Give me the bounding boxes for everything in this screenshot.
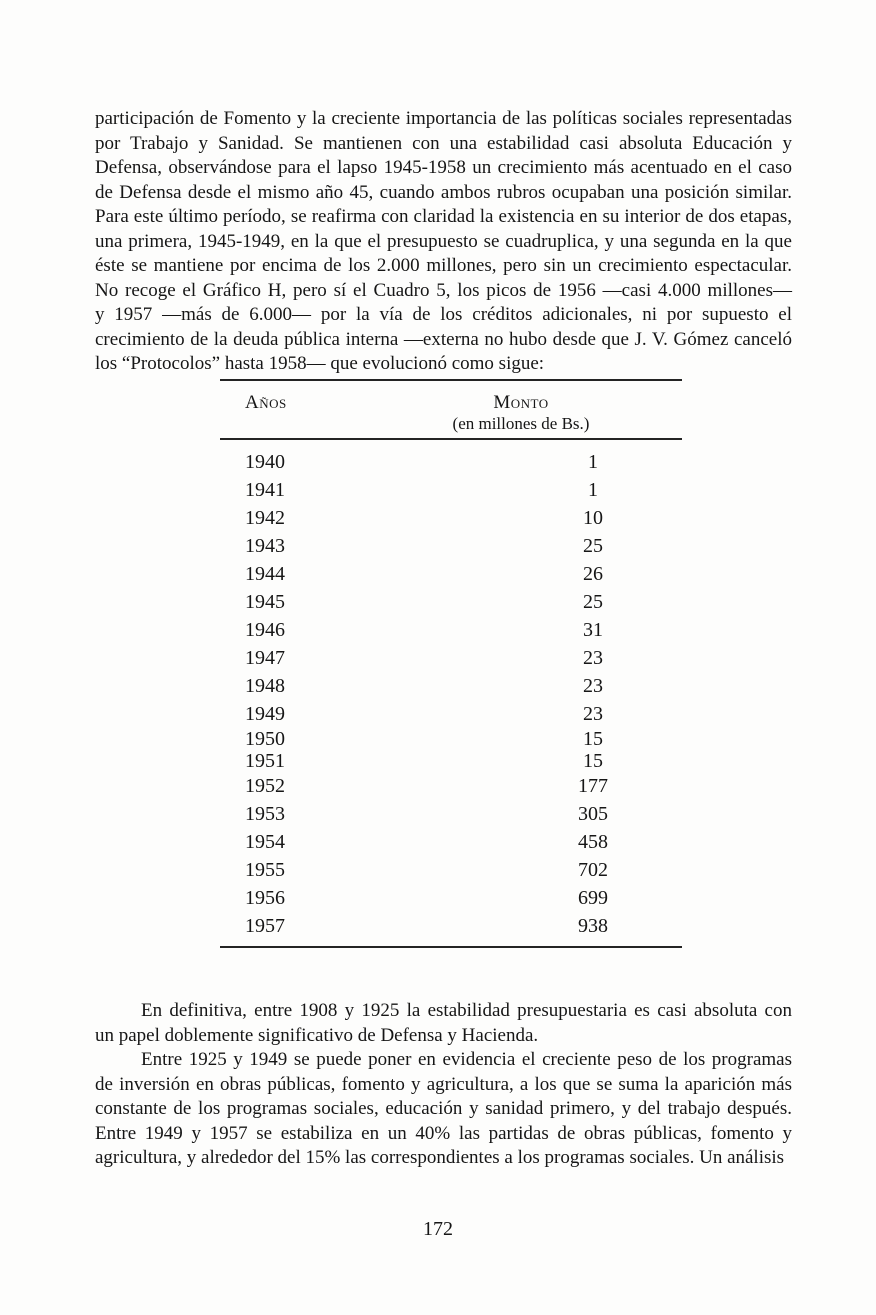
year-cell: 1956 — [245, 887, 285, 909]
table-row — [220, 504, 682, 532]
table-row — [220, 448, 682, 476]
year-cell: 1945 — [245, 591, 285, 613]
year-cell: 1941 — [245, 479, 285, 501]
table-row — [220, 672, 682, 700]
text-line: de Defensa desde el mismo año 45, cuando ambos rubros ocupaban una posición similar. — [95, 181, 792, 203]
text-line: crecimiento de la deuda pública interna —externa no hubo desde que J. V. Gómez canceló — [95, 328, 792, 350]
text-line: No recoge el Gráfico H, pero sí el Cuadro 5, los picos de 1956 —casi 4.000 millones— — [95, 279, 792, 301]
year-cell: 1942 — [245, 507, 285, 529]
table-row — [220, 644, 682, 672]
table-row — [220, 750, 682, 772]
monto-cell: 15 — [583, 728, 603, 750]
table-body — [220, 440, 682, 946]
year-cell: 1948 — [245, 675, 285, 697]
year-cell: 1946 — [245, 619, 285, 641]
year-cell: 1949 — [245, 703, 285, 725]
text-line: Defensa, observándose para el lapso 1945-1958 un crecimiento más acentuado en el caso — [95, 157, 792, 178]
text-line: éste se mantiene por encima de los 2.000 millones, pero sin un crecimiento espectacular. — [95, 255, 792, 276]
monto-cell: 938 — [578, 915, 608, 937]
year-cell: 1957 — [245, 915, 285, 937]
years-column-header: Años — [245, 392, 287, 413]
text-line: En definitiva, entre 1908 y 1925 la estabilidad presupuestaria es casi absoluta con — [141, 1000, 792, 1021]
text-line: una primera, 1945-1949, en la que el presupuesto se cuadruplica, y una segunda en la que — [95, 230, 792, 252]
text-line: por Trabajo y Sanidad. Se mantienen con una estabilidad casi absoluta Educación y — [95, 132, 792, 154]
year-cell: 1944 — [245, 563, 285, 585]
monto-cell: 31 — [583, 619, 603, 641]
text-line: Entre 1949 y 1957 se estabiliza en un 40% las partidas de obras públicas, fomento y — [95, 1122, 792, 1144]
page-number: 172 — [423, 1218, 453, 1240]
monto-cell: 699 — [578, 887, 608, 909]
monto-cell: 458 — [578, 831, 608, 853]
table-row — [220, 532, 682, 560]
year-cell: 1950 — [245, 728, 285, 750]
year-cell: 1947 — [245, 647, 285, 669]
monto-cell: 23 — [583, 647, 603, 669]
monto-cell: 1 — [588, 479, 598, 501]
text-line: un papel doblemente significativo de Defensa y Hacienda. — [95, 1024, 539, 1046]
table-row — [220, 884, 682, 912]
text-line: y 1957 —más de 6.000— por la vía de los créditos adicionales, ni por supuesto el — [95, 304, 792, 325]
closing-paragraphs — [95, 999, 792, 1171]
text-line: Para este último período, se reafirma con claridad la existencia en su interior de dos etapas, — [95, 206, 792, 227]
table-header — [220, 381, 682, 440]
year-cell: 1954 — [245, 831, 285, 853]
monto-cell: 25 — [583, 535, 603, 557]
monto-cell: 25 — [583, 591, 603, 613]
monto-cell: 26 — [583, 563, 603, 585]
monto-cell: 177 — [578, 775, 608, 797]
table-row — [220, 912, 682, 940]
text-line: agricultura, y alrededor del 15% las correspondientes a los programas sociales. Un análisis — [95, 1147, 785, 1168]
monto-header-label: Monto — [493, 392, 549, 413]
monto-cell: 1 — [588, 451, 598, 473]
table-row — [220, 800, 682, 828]
monto-cell: 305 — [578, 803, 608, 825]
monto-header-unit: (en millones de Bs.) — [452, 414, 590, 433]
year-cell: 1940 — [245, 451, 285, 473]
monto-cell: 702 — [578, 859, 608, 881]
year-cell: 1952 — [245, 775, 285, 797]
table-row — [220, 728, 682, 750]
monto-cell: 23 — [583, 675, 603, 697]
text-line: los “Protocolos” hasta 1958— que evolucionó como sigue: — [95, 353, 545, 374]
year-cell: 1943 — [245, 535, 285, 557]
table-row — [220, 828, 682, 856]
table-row — [220, 772, 682, 800]
monto-cell: 15 — [583, 750, 603, 772]
paragraph — [95, 1048, 792, 1171]
table-row — [220, 700, 682, 728]
text-line: constante de los programas sociales, educación y sanidad primero, y del trabajo después. — [95, 1098, 792, 1119]
table-row — [220, 476, 682, 504]
table-row — [220, 560, 682, 588]
table-row — [220, 616, 682, 644]
paragraph — [95, 107, 792, 377]
monto-cell: 10 — [583, 507, 603, 529]
table-row — [220, 588, 682, 616]
intro-paragraphs — [95, 107, 792, 377]
year-cell: 1951 — [245, 750, 285, 772]
text-line: Entre 1925 y 1949 se puede poner en evidencia el creciente peso de los programas — [141, 1049, 792, 1070]
monto-cell: 23 — [583, 703, 603, 725]
paragraph — [95, 999, 792, 1048]
monto-column-header — [400, 392, 682, 434]
text-line: de inversión en obras públicas, fomento y agricultura, a los que se suma la aparición más — [95, 1073, 792, 1095]
budget-table — [220, 379, 682, 948]
year-cell: 1955 — [245, 859, 285, 881]
text-line: participación de Fomento y la creciente importancia de las políticas sociales representadas — [95, 108, 792, 129]
table-row — [220, 856, 682, 884]
year-cell: 1953 — [245, 803, 285, 825]
